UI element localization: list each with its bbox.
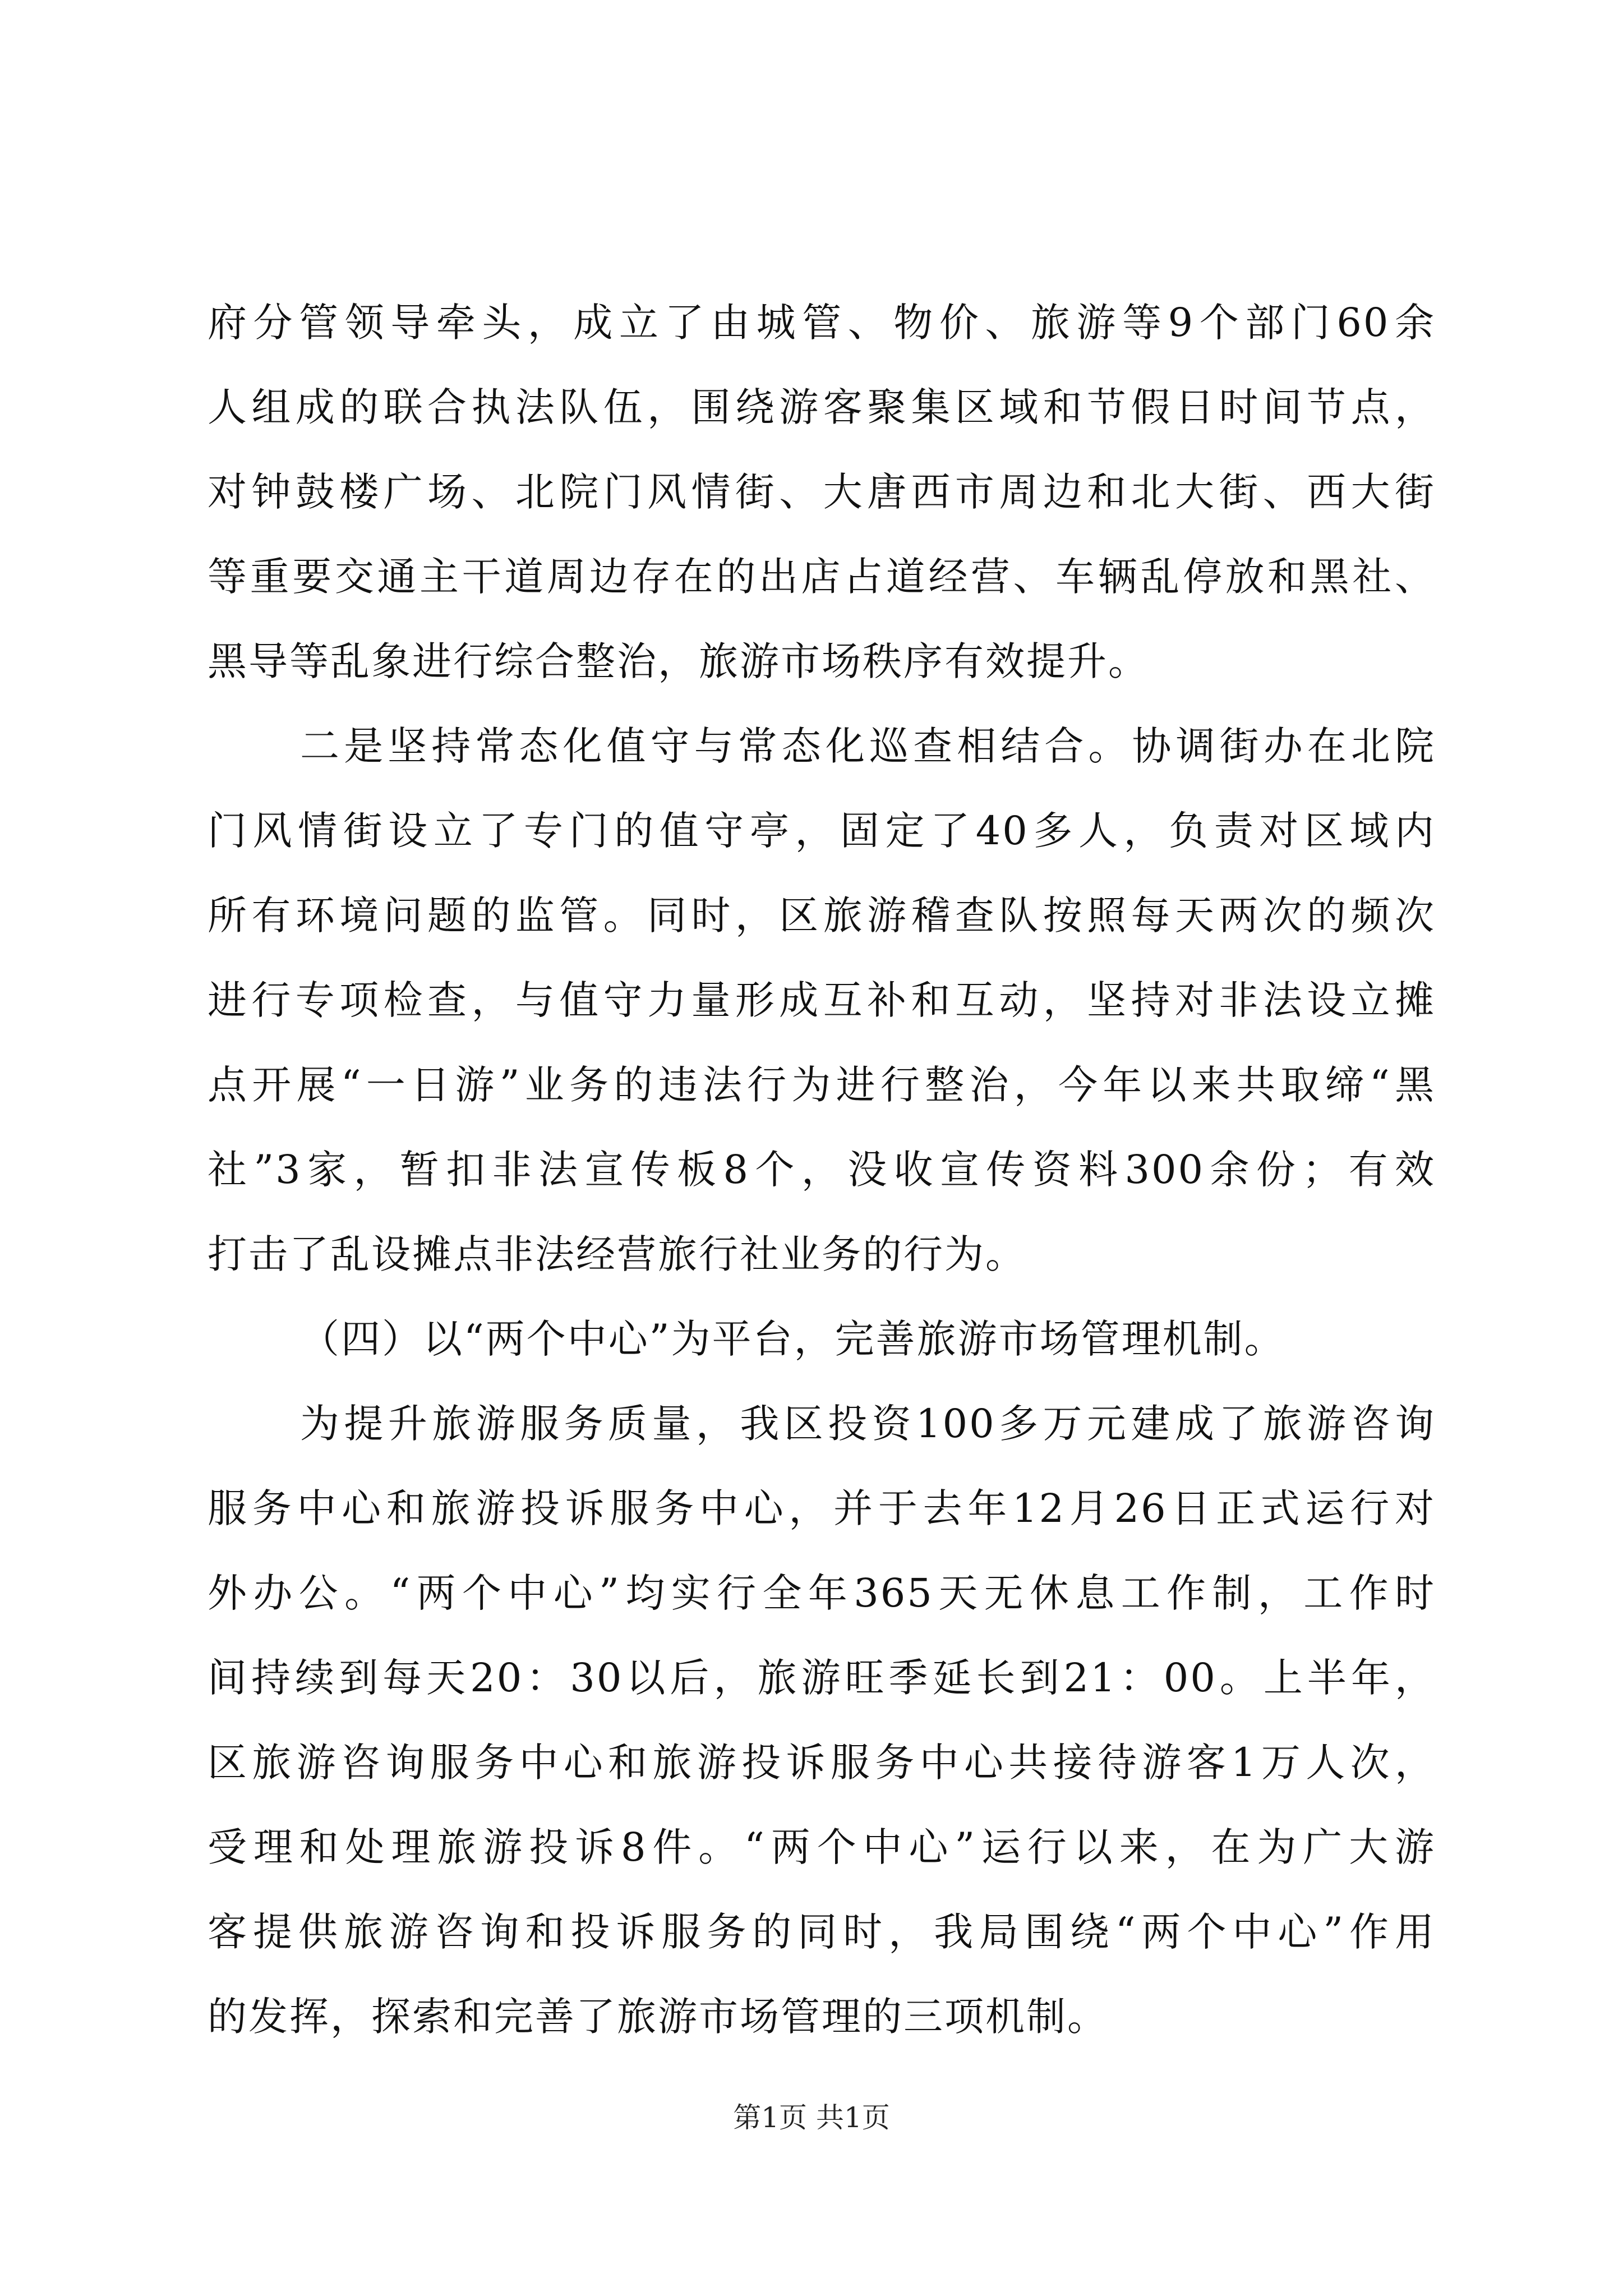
text-line: 府分管领导牵头，成立了由城管、物价、旅游等9个部门60余 xyxy=(208,300,1436,346)
text-line: 对钟鼓楼广场、北院门风情街、大唐西市周边和北大街、西大街 xyxy=(208,469,1436,515)
text-line: 点开展“一日游”业务的违法行为进行整治，今年以来共取缔“黑 xyxy=(208,1062,1436,1108)
text-line: 等重要交通主干道周边存在的出店占道经营、车辆乱停放和黑社、 xyxy=(208,554,1436,600)
text-line: 二是坚持常态化值守与常态化巡查相结合。协调街办在北院 xyxy=(300,723,1436,769)
document-body xyxy=(208,280,1436,2059)
text-line: 外办公。“两个中心”均实行全年365天无休息工作制，工作时 xyxy=(208,1570,1436,1616)
text-line: 服务中心和旅游投诉服务中心，并于去年12月26日正式运行对 xyxy=(208,1485,1436,1531)
text-line: 的发挥，探索和完善了旅游市场管理的三项机制。 xyxy=(208,1994,1108,2040)
text-line: 社”3家，暂扣非法宣传板8个，没收宣传资料300余份；有效 xyxy=(208,1147,1436,1193)
text-line: 所有环境问题的监管。同时，区旅游稽查队按照每天两次的频次 xyxy=(208,892,1436,938)
text-line: 打击了乱设摊点非法经营旅行社业务的行为。 xyxy=(208,1231,1026,1277)
text-line: 为提升旅游服务质量，我区投资100多万元建成了旅游咨询 xyxy=(300,1401,1436,1447)
text-line: 黑导等乱象进行综合整治，旅游市场秩序有效提升。 xyxy=(208,638,1149,684)
text-line: 进行专项检查，与值守力量形成互补和互动，坚持对非法设立摊 xyxy=(208,977,1436,1023)
text-line: 客提供旅游咨询和投诉服务的同时，我局围绕“两个中心”作用 xyxy=(208,1909,1436,1955)
page-footer: 第1页 共1页 xyxy=(733,2101,890,2134)
text-line: 区旅游咨询服务中心和旅游投诉服务中心共接待游客1万人次， xyxy=(208,1740,1436,1786)
text-line: 间持续到每天20：30以后，旅游旺季延长到21：00。上半年， xyxy=(208,1655,1436,1701)
section-heading: （四）以“两个中心”为平台，完善旅游市场管理机制。 xyxy=(300,1316,1285,1362)
text-line: 门风情街设立了专门的值守亭，固定了40多人，负责对区域内 xyxy=(208,808,1436,854)
text-line: 人组成的联合执法队伍，围绕游客聚集区域和节假日时间节点， xyxy=(208,384,1436,430)
text-line: 受理和处理旅游投诉8件。“两个中心”运行以来，在为广大游 xyxy=(208,1824,1436,1870)
